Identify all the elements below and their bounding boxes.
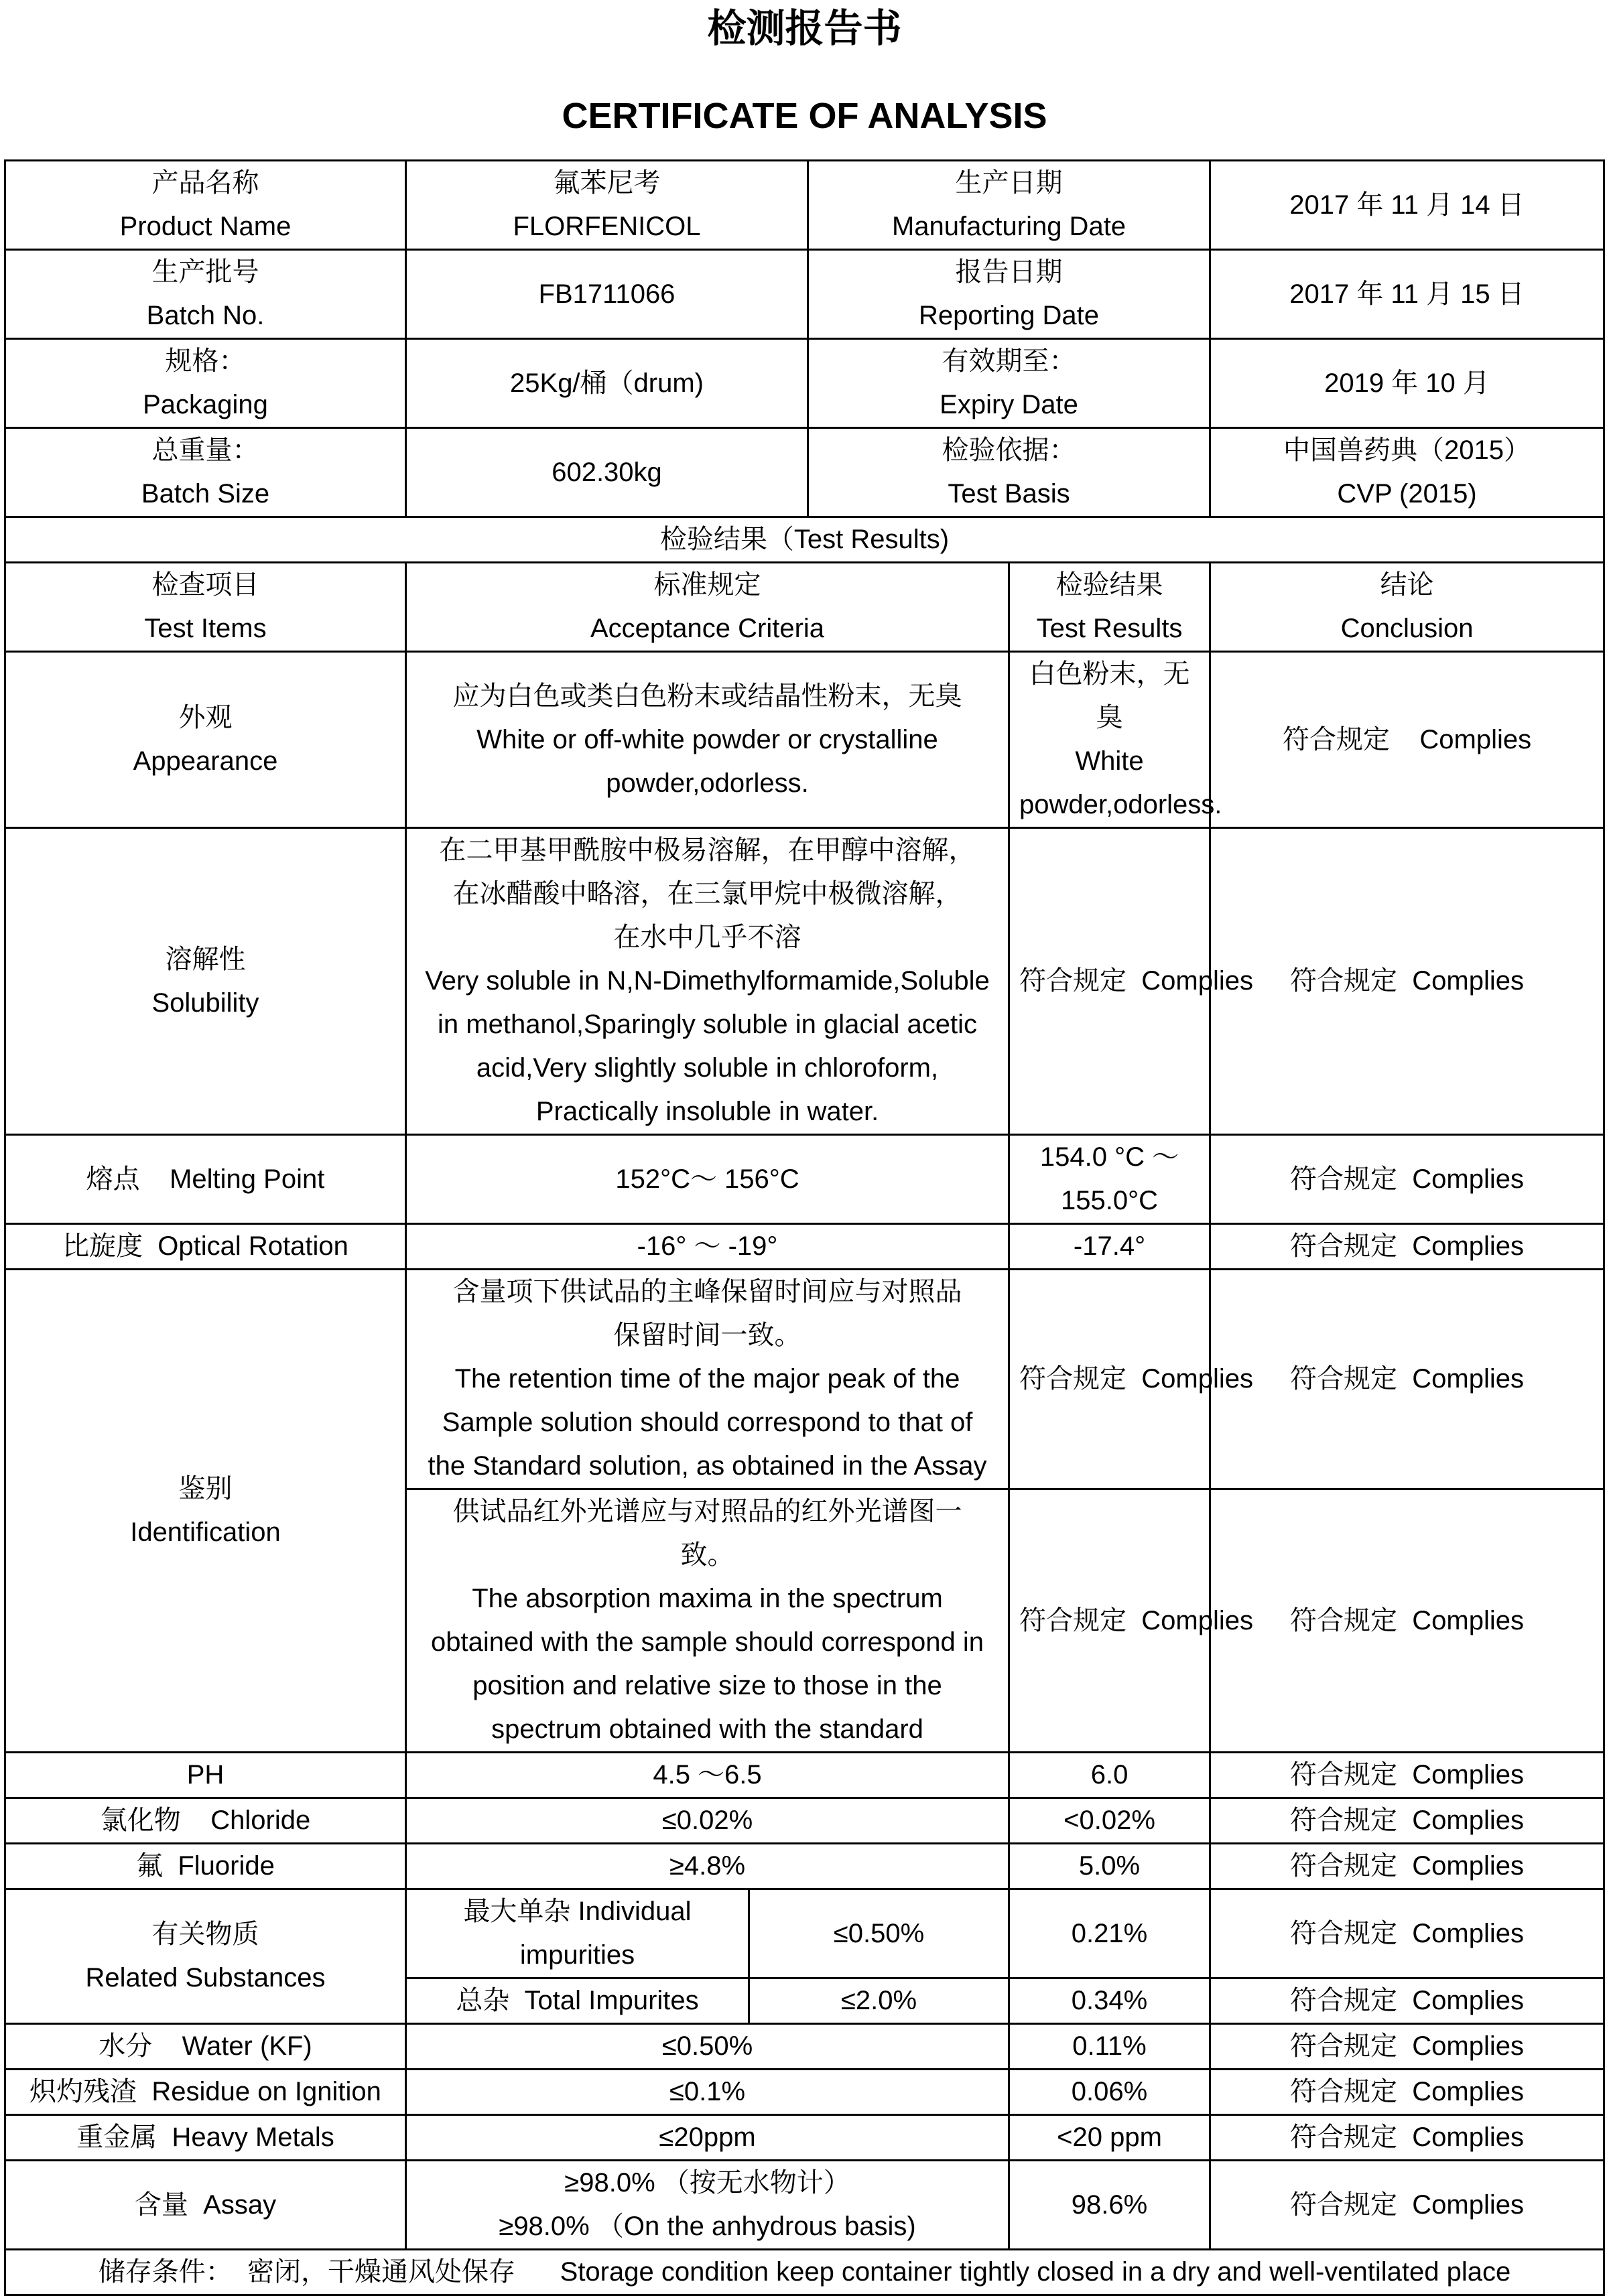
water-conclusion: 符合规定 Complies bbox=[1210, 2024, 1604, 2070]
results-header-row bbox=[5, 563, 1604, 652]
storage-condition: 储存条件： 密闭，干燥通风处保存 Storage condition keep container tightly closed in a dry and well-ventilated place bbox=[5, 2250, 1604, 2295]
document-subtitle: CERTIFICATE OF ANALYSIS bbox=[562, 96, 1047, 136]
heavy-metals-item: 重金属 Heavy Metals bbox=[5, 2115, 406, 2161]
water-criteria: ≤0.50% bbox=[406, 2024, 1009, 2070]
expiry-date-label: 有效期至： Expiry Date bbox=[808, 339, 1210, 428]
melting-point-result: 154.0 °C ～ 155.0°C bbox=[1009, 1135, 1210, 1224]
test-basis-value: 中国兽药典（2015） CVP (2015) bbox=[1210, 428, 1604, 517]
header-test-results: 检验结果 Test Results bbox=[1009, 563, 1210, 652]
product-name-label: 产品名称 Product Name bbox=[5, 161, 406, 250]
batch-no-label: 生产批号 Batch No. bbox=[5, 250, 406, 339]
identification-conclusion-ir: 符合规定 Complies bbox=[1210, 1489, 1604, 1753]
packaging-label: 规格： Packaging bbox=[5, 339, 406, 428]
appearance-criteria: 应为白色或类白色粉末或结晶性粉末，无臭 White or off-white powder or crystalline powder,odorless. bbox=[406, 652, 1009, 828]
ph-item: PH bbox=[5, 1753, 406, 1798]
water-result: 0.11% bbox=[1009, 2024, 1210, 2070]
header-acceptance-criteria: 标准规定 Acceptance Criteria bbox=[406, 563, 1009, 652]
appearance-result: 白色粉末，无臭 White powder,odorless. bbox=[1009, 652, 1210, 828]
header-test-items: 检查项目 Test Items bbox=[5, 563, 406, 652]
heavy-metals-result: <20 ppm bbox=[1009, 2115, 1210, 2161]
ph-result: 6.0 bbox=[1009, 1753, 1210, 1798]
residue-item: 炽灼残渣 Residue on Ignition bbox=[5, 2070, 406, 2115]
row-heavy-metals bbox=[5, 2115, 1604, 2161]
chloride-result: <0.02% bbox=[1009, 1798, 1210, 1844]
solubility-criteria: 在二甲基甲酰胺中极易溶解，在甲醇中溶解， 在冰醋酸中略溶，在三氯甲烷中极微溶解， 在水中几乎不溶 Very soluble in N,N-Dimethylformamide,Soluble in methanol,Sparingly soluble in glacial acetic acid,Very slightly soluble in chloroform, Practically insoluble in water. bbox=[406, 828, 1009, 1135]
melting-point-criteria: 152°C～ 156°C bbox=[406, 1135, 1009, 1224]
identification-criteria-ir: 供试品红外光谱应与对照品的红外光谱图一 致。 The absorption maxima in the spectrum obtained with the sample should correspond in position and relative size to those in the spectrum obtained with the standard bbox=[406, 1489, 1009, 1753]
assay-item: 含量 Assay bbox=[5, 2161, 406, 2250]
storage-row bbox=[5, 2250, 1604, 2295]
info-row-product bbox=[5, 161, 1604, 250]
fluoride-conclusion: 符合规定 Complies bbox=[1210, 1844, 1604, 1889]
residue-result: 0.06% bbox=[1009, 2070, 1210, 2115]
optical-rotation-result: -17.4° bbox=[1009, 1224, 1210, 1270]
fluoride-item: 氟 Fluoride bbox=[5, 1844, 406, 1889]
expiry-date-value: 2019 年 10 月 bbox=[1210, 339, 1604, 428]
batch-size-label: 总重量： Batch Size bbox=[5, 428, 406, 517]
melting-point-item: 熔点 Melting Point bbox=[5, 1135, 406, 1224]
certificate-table bbox=[4, 159, 1605, 2296]
row-fluoride bbox=[5, 1844, 1604, 1889]
row-ph bbox=[5, 1753, 1604, 1798]
row-solubility bbox=[5, 828, 1604, 1135]
assay-conclusion: 符合规定 Complies bbox=[1210, 2161, 1604, 2250]
related-substances-item: 有关物质 Related Substances bbox=[5, 1889, 406, 2024]
identification-criteria-hplc: 含量项下供试品的主峰保留时间应与对照品 保留时间一致。 The retention time of the major peak of the Sample solution should correspond to that of the Standard solution, as obtained in the Assay bbox=[406, 1270, 1009, 1489]
document-title: 检测报告书 bbox=[707, 7, 902, 50]
chloride-conclusion: 符合规定 Complies bbox=[1210, 1798, 1604, 1844]
fluoride-result: 5.0% bbox=[1009, 1844, 1210, 1889]
results-title-row bbox=[5, 517, 1604, 563]
row-chloride bbox=[5, 1798, 1604, 1844]
total-impurities-conclusion: 符合规定 Complies bbox=[1210, 1978, 1604, 2024]
manufacturing-date-value: 2017 年 11 月 14 日 bbox=[1210, 161, 1604, 250]
batch-no-value: FB1711066 bbox=[406, 250, 808, 339]
appearance-conclusion: 符合规定 Complies bbox=[1210, 652, 1604, 828]
product-name-value: 氟苯尼考 FLORFENICOL bbox=[406, 161, 808, 250]
total-impurities-result: 0.34% bbox=[1009, 1978, 1210, 2024]
results-title: 检验结果（Test Results) bbox=[5, 517, 1604, 563]
individual-impurities-conclusion: 符合规定 Complies bbox=[1210, 1889, 1604, 1978]
appearance-item: 外观 Appearance bbox=[5, 652, 406, 828]
manufacturing-date-label: 生产日期 Manufacturing Date bbox=[808, 161, 1210, 250]
ph-criteria: 4.5 ～6.5 bbox=[406, 1753, 1009, 1798]
row-residue-on-ignition bbox=[5, 2070, 1604, 2115]
identification-result-hplc: 符合规定 Complies bbox=[1009, 1270, 1210, 1489]
row-assay bbox=[5, 2161, 1604, 2250]
heavy-metals-criteria: ≤20ppm bbox=[406, 2115, 1009, 2161]
batch-size-value: 602.30kg bbox=[406, 428, 808, 517]
row-appearance bbox=[5, 652, 1604, 828]
info-row-batch-size bbox=[5, 428, 1604, 517]
header-conclusion: 结论 Conclusion bbox=[1210, 563, 1604, 652]
heavy-metals-conclusion: 符合规定 Complies bbox=[1210, 2115, 1604, 2161]
total-impurities-label: 总杂 Total Impurites bbox=[406, 1978, 749, 2024]
optical-rotation-item: 比旋度 Optical Rotation bbox=[5, 1224, 406, 1270]
row-related-individual bbox=[5, 1889, 1604, 1978]
melting-point-conclusion: 符合规定 Complies bbox=[1210, 1135, 1604, 1224]
water-item: 水分 Water (KF) bbox=[5, 2024, 406, 2070]
optical-rotation-criteria: -16° ～ -19° bbox=[406, 1224, 1009, 1270]
chloride-item: 氯化物 Chloride bbox=[5, 1798, 406, 1844]
total-impurities-limit: ≤2.0% bbox=[749, 1978, 1009, 2024]
identification-item: 鉴别 Identification bbox=[5, 1270, 406, 1753]
residue-conclusion: 符合规定 Complies bbox=[1210, 2070, 1604, 2115]
individual-impurities-limit: ≤0.50% bbox=[749, 1889, 1009, 1978]
info-row-packaging bbox=[5, 339, 1604, 428]
reporting-date-label: 报告日期 Reporting Date bbox=[808, 250, 1210, 339]
info-row-batch bbox=[5, 250, 1604, 339]
solubility-result: 符合规定 Complies bbox=[1009, 828, 1210, 1135]
row-melting-point bbox=[5, 1135, 1604, 1224]
packaging-value: 25Kg/桶（drum) bbox=[406, 339, 808, 428]
individual-impurities-label: 最大单杂 Individual impurities bbox=[406, 1889, 749, 1978]
chloride-criteria: ≤0.02% bbox=[406, 1798, 1009, 1844]
identification-result-ir: 符合规定 Complies bbox=[1009, 1489, 1210, 1753]
ph-conclusion: 符合规定 Complies bbox=[1210, 1753, 1604, 1798]
test-basis-label: 检验依据： Test Basis bbox=[808, 428, 1210, 517]
row-identification-1 bbox=[5, 1270, 1604, 1489]
assay-criteria: ≥98.0% （按无水物计） ≥98.0% （On the anhydrous basis) bbox=[406, 2161, 1009, 2250]
assay-result: 98.6% bbox=[1009, 2161, 1210, 2250]
individual-impurities-result: 0.21% bbox=[1009, 1889, 1210, 1978]
reporting-date-value: 2017 年 11 月 15 日 bbox=[1210, 250, 1604, 339]
solubility-conclusion: 符合规定 Complies bbox=[1210, 828, 1604, 1135]
fluoride-criteria: ≥4.8% bbox=[406, 1844, 1009, 1889]
row-water bbox=[5, 2024, 1604, 2070]
solubility-item: 溶解性 Solubility bbox=[5, 828, 406, 1135]
optical-rotation-conclusion: 符合规定 Complies bbox=[1210, 1224, 1604, 1270]
row-optical-rotation bbox=[5, 1224, 1604, 1270]
residue-criteria: ≤0.1% bbox=[406, 2070, 1009, 2115]
identification-conclusion-hplc: 符合规定 Complies bbox=[1210, 1270, 1604, 1489]
